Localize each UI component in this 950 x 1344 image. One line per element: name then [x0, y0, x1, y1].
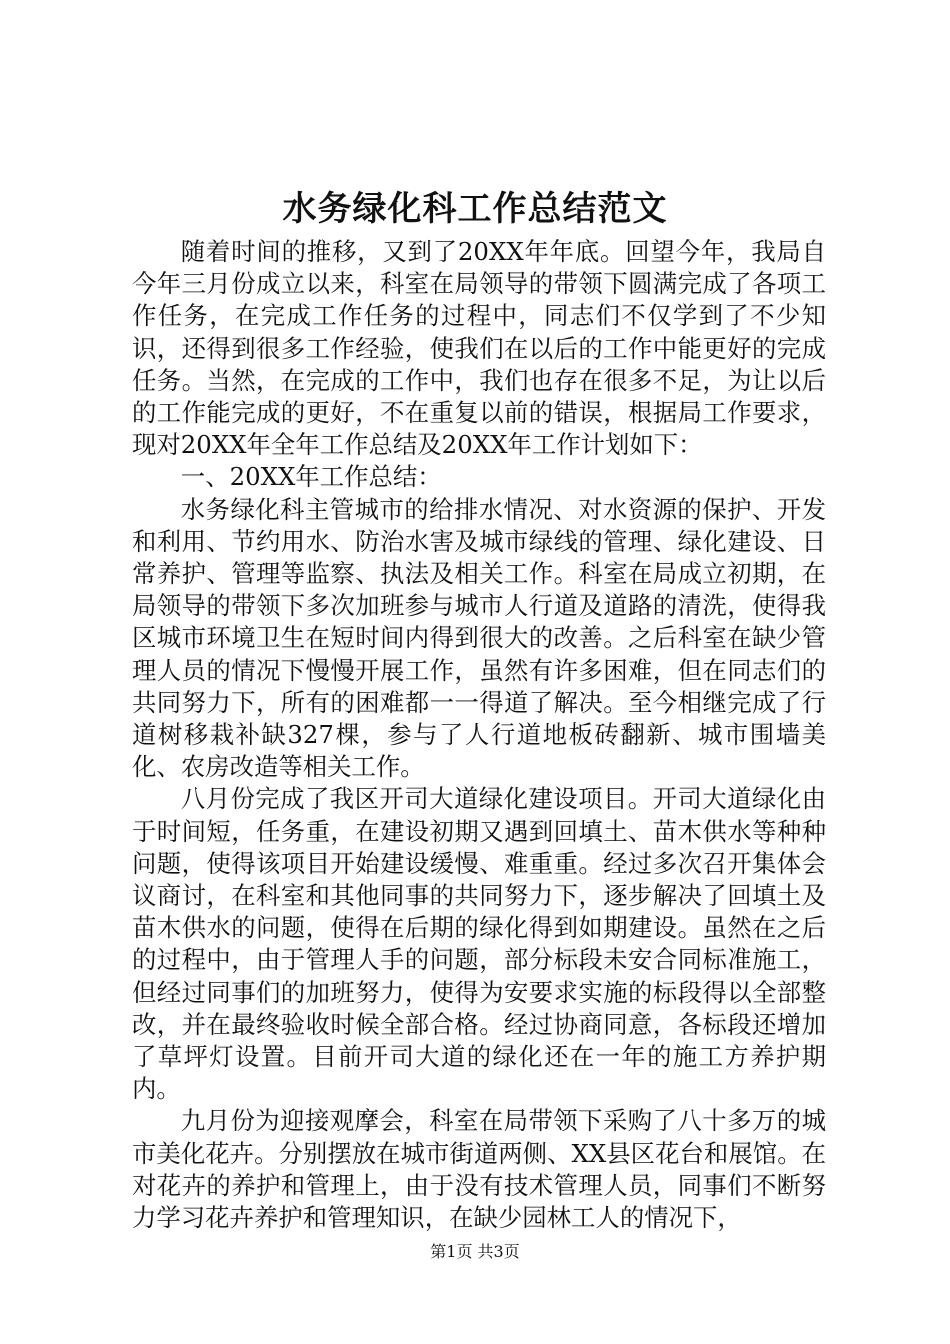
- page-footer: 第1页 共3页: [430, 1242, 520, 1261]
- document-title: 水务绿化科工作总结范文: [282, 189, 668, 229]
- document-body: [132, 236, 826, 1234]
- paragraph-august: 八月份完成了我区开司大道绿化建设项目。开司大道绿化由于时间短，任务重，在建设初期又遇到回填土、苗木供水等种种问题，使得该项目开始建设缓慢、难重重。经过多次召开集体会议商讨，在科室和其他同事的共同努力下，逐步解决了回填土及苗木供水的问题，使得在后期的绿化得到如期建设。虽然在之后的过程中，由于管理人手的问题，部分标段未安合同标准施工，但经过同事们的加班努力，使得为安要求实施的标段得以全部整改，并在最终验收时候全部合格。经过协商同意，各标段还增加了草坪灯设置。目前开司大道的绿化还在一年的施工方养护期内。: [132, 784, 826, 1104]
- paragraph-intro: 随着时间的推移，又到了20XX年年底。回望今年，我局自今年三月份成立以来，科室在局领导的带领下圆满完成了各项工作任务，在完成工作任务的过程中，同志们不仅学到了不少知识，还得到很多工作经验，使我们在以后的工作中能更好的完成任务。当然，在完成的工作中，我们也存在很多不足，为让以后的工作能完成的更好，不在重复以前的错误，根据局工作要求，现对20XX年全年工作总结及20XX年工作计划如下：: [132, 237, 826, 460]
- section-heading: 一、20XX年工作总结：: [180, 462, 442, 492]
- paragraph-september: 九月份为迎接观摩会，科室在局带领下采购了八十多万的城市美化花卉。分别摆放在城市街道两侧、XX县区花台和展馆。在对花卉的养护和管理上，由于没有技术管理人员，同事们不断努力学习花卉养护和管理知识，在缺少园林工人的情况下，: [132, 1106, 826, 1233]
- paragraph-responsibilities: 水务绿化科主管城市的给排水情况、对水资源的保护、开发和利用、节约用水、防治水害及城市绿线的管理、绿化建设、日常养护、管理等监察、执法及相关工作。科室在局成立初期，在局领导的带领下多次加班参与城市人行道及道路的清洗，使得我区城市环境卫生在短时间内得到很大的改善。之后科室在缺少管理人员的情况下慢慢开展工作，虽然有许多困难，但在同志们的共同努力下，所有的困难都一一得道了解决。至今相继完成了行道树移栽补缺327棵，参与了人行道地板砖翻新、城市围墙美化、农房改造等相关工作。: [132, 494, 826, 782]
